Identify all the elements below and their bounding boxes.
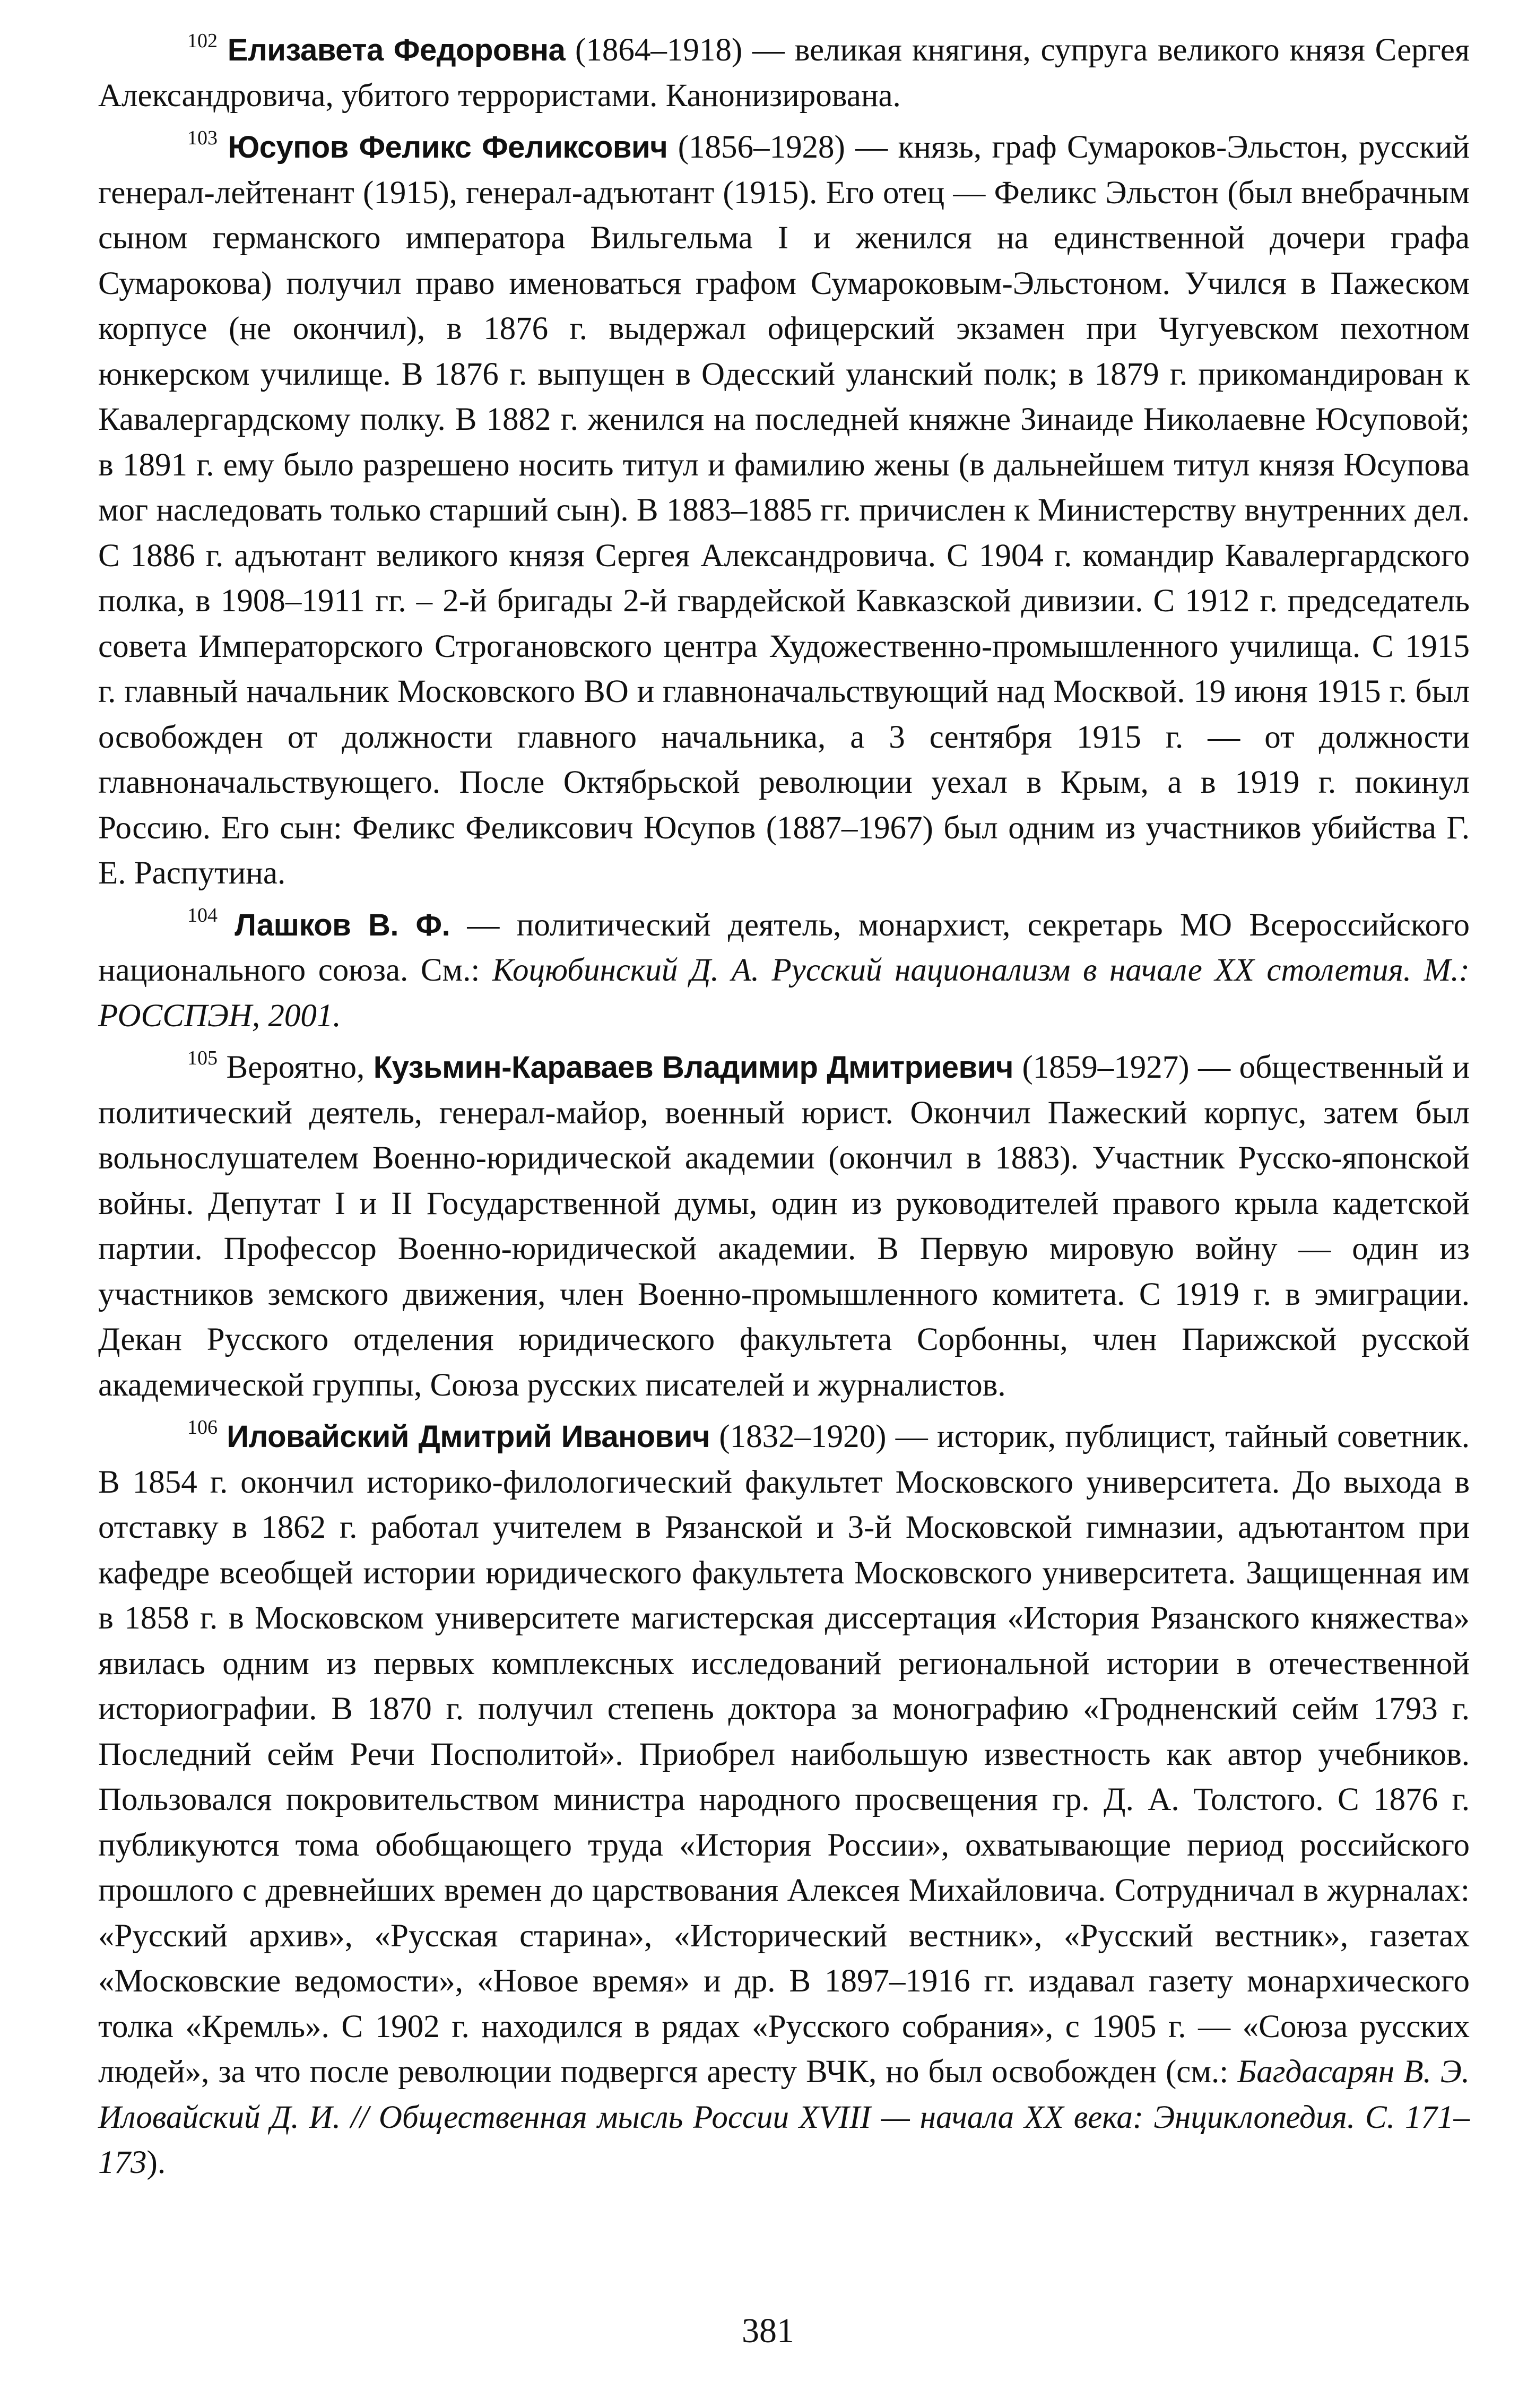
footnote-number: 103	[187, 126, 218, 149]
footnote-person-name: Лашков В. Ф.	[235, 907, 450, 942]
footnote-person-name: Елизавета Федоровна	[227, 33, 566, 67]
footnote-reference: Багдасарян В. Э. Иловайский Д. И. // Общественная мысль России XVIII — начала XX века: Энциклопедия. С. 171–173	[98, 2054, 1470, 2180]
footnote-103	[98, 125, 1470, 896]
footnote-number: 105	[187, 1046, 218, 1069]
page-number: 381	[742, 2311, 794, 2350]
footnote-104	[98, 903, 1470, 1039]
footnote-102	[98, 28, 1470, 118]
footnote-person-name: Кузьмин-Караваев Владимир Дмитриевич	[373, 1050, 1013, 1085]
footnote-number: 102	[187, 29, 218, 52]
footnotes-section	[98, 28, 1470, 2186]
footnote-text: (1859–1927) — общественный и политический деятель, генерал-майор, военный юрист. Окончил Пажеский корпус, затем был вольнослушателем Военно-юридической академии (окончил в 1883). Участник Русско-японской войны. Депутат I и II Государственной думы, один из руководителей правого крыла кадетской партии. Профессор Военно-юридической академии. В Первую мировую войну — один из участников земского движения, член Военно-промышленного комитета. С 1919 г. в эмиграции. Декан Русского отделения юридического факультета Сорбонны, член Парижской русской академической группы, Союза русских писателей и журналистов.	[98, 1050, 1470, 1403]
footnote-text: — политический деятель, монархист, секретарь МО Всероссийского национального союза. См.:	[98, 907, 1470, 988]
footnote-text: (1864–1918) — великая княгиня, супруга великого князя Сергея Александровича, убитого террористами. Канонизирована.	[98, 32, 1470, 114]
footnote-text: (1832–1920) — историк, публицист, тайный советник. В 1854 г. окончил историко-филологический факультет Московского университета. До выхода в отставку в 1862 г. работал учителем в Рязанской и 3-й Московской гимназии, адъютантом при кафедре всеобщей истории юридического факультета Московского университета. Защищенная им в 1858 г. в Московском университете магистерская диссертация «История Рязанского княжества» явилась одним из первых комплексных исследований региональной истории в отечественной историографии. В 1870 г. получил степень доктора за монографию «Гродненский сейм 1793 г. Последний сейм Речи Посполитой». Приобрел наибольшую известность как автор учебников. Пользовался покровительством министра народного просвещения гр. Д. А. Толстого. С 1876 г. публикуются тома обобщающего труда «История России», охватывающие период российского прошлого с древнейших времен до царствования Алексея Михайловича. Сотрудничал в журналах: «Русский архив», «Русская старина», «Исторический вестник», «Русский вестник», газетах «Московские ведомости», «Новое время» и др. В 1897–1916 гг. издавал газету монархического толка «Кремль». С 1902 г. находился в рядах «Русского собрания», с 1905 г. — «Союза русских людей», за что после революции подвергся аресту ВЧК, но был освобожден (см.:	[98, 1419, 1470, 2090]
footnote-person-name: Иловайский Дмитрий Иванович	[227, 1419, 710, 1454]
footnote-number: 104	[187, 904, 218, 927]
footnote-reference: Коцюбинский Д. А. Русский национализм в начале XX столетия. М.: РОССПЭН, 2001.	[98, 952, 1470, 1034]
footnote-text: (1856–1928) — князь, граф Сумароков-Эльстон, русский генерал-лейтенант (1915), генерал-адъютант (1915). Его отец — Феликс Эльстон (был внебрачным сыном германского императора Вильгельма I и женился на единственной дочери графа Сумарокова) получил право именоваться графом Сумароковым-Эльстоном. Учился в Пажеском корпусе (не окончил), в 1876 г. выдержал офицерский экзамен при Чугуевском пехотном юнкерском училище. В 1876 г. выпущен в Одесский уланский полк; в 1879 г. прикомандирован к Кавалергардскому полку. В 1882 г. женился на последней княжне Зинаиде Николаевне Юсуповой; в 1891 г. ему было разрешено носить титул и фамилию жены (в дальнейшем титул князя Юсупова мог наследовать только старший сын). В 1883–1885 гг. причислен к Министерству внутренних дел. С 1886 г. адъютант великого князя Сергея Александровича. С 1904 г. командир Кавалергардского полка, в 1908–1911 гг. – 2-й бригады 2-й гвардейской Кавказской дивизии. С 1912 г. председатель совета Императорского Строгановского центра Художественно-промышленного училища. С 1915 г. главный начальник Московского ВО и главноначальствующий над Москвой. 19 июня 1915 г. был освобожден от должности главного начальника, а 3 сентября 1915 г. — от должности главноначальствующего. После Октябрьской революции уехал в Крым, а в 1919 г. покинул Россию. Его сын: Феликс Феликсович Юсупов (1887–1967) был одним из участников убийства Г. Е. Распутина.	[98, 129, 1470, 891]
footnote-number: 106	[187, 1416, 218, 1439]
footnote-prefix: Вероятно,	[226, 1050, 374, 1085]
footnote-105	[98, 1045, 1470, 1408]
footnote-106	[98, 1414, 1470, 2186]
footnote-person-name: Юсупов Феликс Феликсович	[228, 130, 668, 164]
footnote-suffix: ).	[146, 2145, 166, 2180]
